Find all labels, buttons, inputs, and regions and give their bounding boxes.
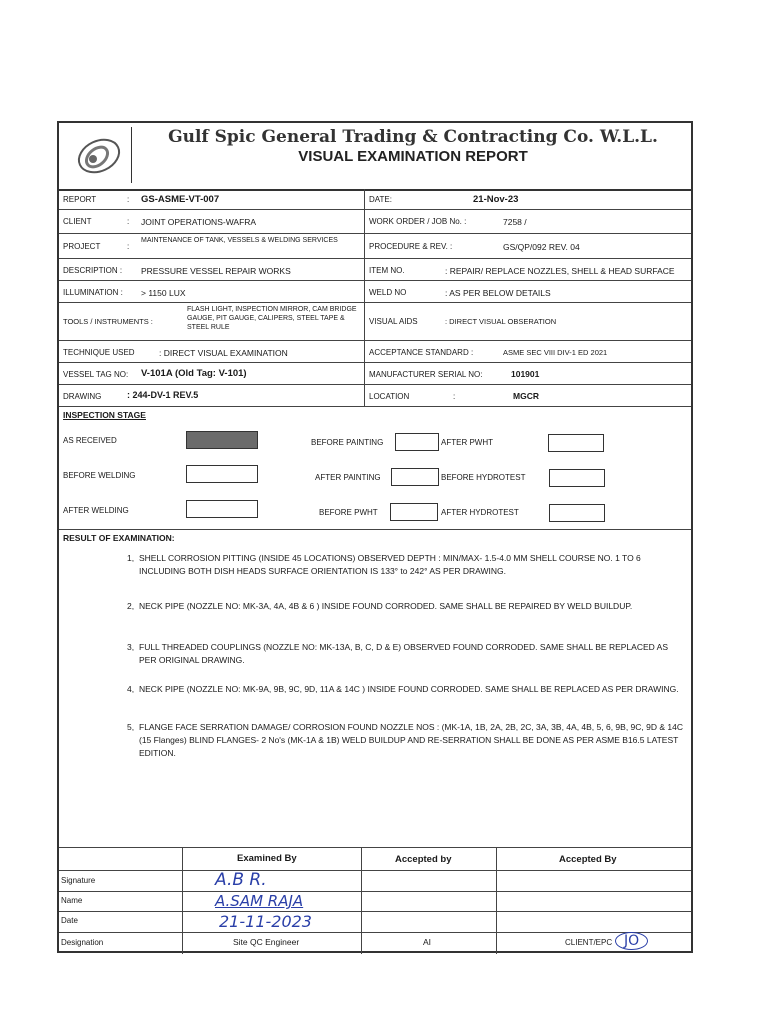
tools-label: TOOLS / INSTRUMENTS : [63,317,153,326]
colon: : [127,217,130,226]
client-initials-stamp: JO [615,932,648,950]
description-value: PRESSURE VESSEL REPAIR WORKS [141,266,291,276]
name-label: Name [61,896,83,905]
before-pwht-checkbox[interactable] [390,503,438,521]
drawing-value: : 244-DV-1 REV.5 [127,390,199,400]
illumination-label: ILLUMINATION : [63,288,123,297]
finding-5 [127,721,687,760]
visual-aids-value: : DIRECT VISUAL OBSERATION [445,317,557,326]
company-logo-icon [65,127,132,183]
report-title: VISUAL EXAMINATION REPORT [298,148,528,165]
vessel-tag-label: VESSEL TAG NO: [63,370,129,379]
designation-label: Designation [61,938,104,947]
after-welding-label: AFTER WELDING [63,506,129,515]
technique-label: TECHNIQUE USED [63,348,135,357]
procedure-value: GS/QP/092 REV. 04 [503,242,580,252]
finding-text: FLANGE FACE SERRATION DAMAGE/ CORROSION FOUND NOZZLE NOS : (MK-1A, 1B, 2A, 2B, 2C, 3A, 3B, 4A, 4B, 5, 6, 9B, 9C, 9D & 14C (15 Flanges) BLIND FLANGES- 2 No's (MK-1A & 1B) WELD BUILDUP AND RE-SERRATION SHALL BE DONE AS PER ASME B16.5 LATEST EDITION. [139,722,683,758]
before-welding-checkbox[interactable] [186,465,258,483]
description-label: DESCRIPTION : [63,266,123,275]
serial-value: 101901 [511,369,540,379]
row-vessel-tag [59,363,691,385]
results-title: RESULT OF EXAMINATION: [63,533,175,543]
row-illumination [59,281,691,303]
examiner-date: 21-11-2023 [219,912,312,931]
acceptance-value: ASME SEC VIII DIV-1 ED 2021 [503,348,608,357]
finding-number: 3, [127,642,135,652]
report-value: GS-ASME-VT-007 [141,194,220,205]
visual-aids-label: VISUAL AIDS [369,317,418,326]
finding-number: 2, [127,601,135,611]
before-hydrotest-label: BEFORE HYDROTEST [441,473,526,482]
project-value: MAINTENANCE OF TANK, VESSELS & WELDING SERVICES [141,237,338,244]
technique-value: : DIRECT VISUAL EXAMINATION [159,348,288,358]
before-pwht-label: BEFORE PWHT [319,508,378,517]
location-value: MGCR [513,391,539,401]
project-label: PROJECT [63,242,101,251]
row-description [59,259,691,281]
client-value: JOINT OPERATIONS-WAFRA [141,217,257,227]
before-painting-checkbox[interactable] [395,433,439,451]
after-painting-checkbox[interactable] [391,468,439,486]
before-painting-label: BEFORE PAINTING [311,438,384,447]
after-hydrotest-checkbox[interactable] [549,504,605,522]
inspection-stage-title: INSPECTION STAGE [63,410,146,420]
procedure-label: PROCEDURE & REV. : [369,242,453,251]
after-painting-label: AFTER PAINTING [315,473,381,482]
examiner-designation: Site QC Engineer [233,937,300,947]
date-row-label: Date [61,916,78,925]
colon: : [453,392,456,401]
finding-4 [127,683,687,696]
report-label: REPORT [63,195,97,204]
after-welding-checkbox[interactable] [186,500,258,518]
report-header [59,123,691,191]
colon: : [127,242,130,251]
finding-2 [127,600,687,613]
work-order-value: 7258 / [503,217,527,227]
examiner-name: A.SAM RAJA [215,892,304,910]
finding-text: NECK PIPE (NOZZLE NO: MK-3A, 4A, 4B & 6 ) INSIDE FOUND CORRODED. SAME SHALL BE REPAIRED BY WELD BUILDUP. [139,601,633,611]
date-label: DATE: [369,195,392,204]
accepted-by-header-1: Accepted by [395,854,452,865]
before-welding-label: BEFORE WELDING [63,471,136,480]
item-label: ITEM NO. [369,266,405,275]
accepted-by-header-2: Accepted By [559,854,617,865]
finding-text: SHELL CORROSION PITTING (INSIDE 45 LOCATIONS) OBSERVED DEPTH : MIN/MAX- 1.5-4.0 MM SHELL COURSE NO. 1 TO 6 INCLUDING BOTH DISH HEADS SURFACE ORIENTATION IS 133° to 242° AS PER DRAWING. [139,553,641,576]
report-document [57,121,693,953]
finding-number: 1, [127,553,135,563]
signoff-table [59,847,691,954]
weld-value: : AS PER BELOW DETAILS [445,288,551,298]
signature-label: Signature [61,876,96,885]
finding-text: NECK PIPE (NOZZLE NO: MK-9A, 9B, 9C, 9D, 11A & 14C ) INSIDE FOUND CORRODED. SAME SHALL BE REPLACED AS PER DRAWING. [139,684,679,694]
as-received-checkbox[interactable] [186,431,258,449]
before-hydrotest-checkbox[interactable] [549,469,605,487]
work-order-label: WORK ORDER / JOB No. : [369,217,467,226]
row-report [59,189,691,210]
company-name: Gulf Spic General Trading & Contracting Co. W.L.L. [168,127,658,147]
finding-text: FULL THREADED COUPLINGS (NOZZLE NO: MK-13A, B, C, D & E) OBSERVED FOUND CORRODED. SAME SHALL BE REPLACED AS PER ORIGINAL DRAWING. [139,642,669,665]
finding-number: 5, [127,722,135,732]
date-value: 21-Nov-23 [473,194,519,205]
accepted-2-designation: CLIENT/EPC [565,938,613,947]
after-hydrotest-label: AFTER HYDROTEST [441,508,519,517]
drawing-label: DRAWING [63,392,102,401]
examined-by-header: Examined By [237,853,297,864]
examiner-signature: A.B R. [215,870,267,890]
tools-value: FLASH LIGHT, INSPECTION MIRROR, CAM BRIDGE GAUGE, PIT GAUGE, CALIPERS, STEEL TAPE & STEEL RULE [187,306,357,331]
finding-3 [127,641,687,667]
accepted-1-designation: AI [423,937,432,947]
illumination-value: > 1150 LUX [141,288,186,298]
as-received-label: AS RECEIVED [63,436,117,445]
vessel-tag-value: V-101A (Old Tag: V-101) [141,368,247,379]
row-project [59,234,691,259]
after-pwht-checkbox[interactable] [548,434,604,452]
finding-1 [127,552,687,578]
row-client [59,210,691,234]
weld-label: WELD NO [369,288,407,297]
item-value: : REPAIR/ REPLACE NOZZLES, SHELL & HEAD SURFACE [445,266,675,276]
finding-number: 4, [127,684,135,694]
location-label: LOCATION [369,392,410,401]
client-label: CLIENT [63,217,92,226]
after-pwht-label: AFTER PWHT [441,438,493,447]
serial-label: MANUFACTURER SERIAL NO: [369,370,483,379]
row-drawing [59,385,691,407]
colon: : [127,195,130,204]
acceptance-label: ACCEPTANCE STANDARD : [369,348,474,357]
row-tools [59,303,691,341]
row-technique [59,341,691,363]
